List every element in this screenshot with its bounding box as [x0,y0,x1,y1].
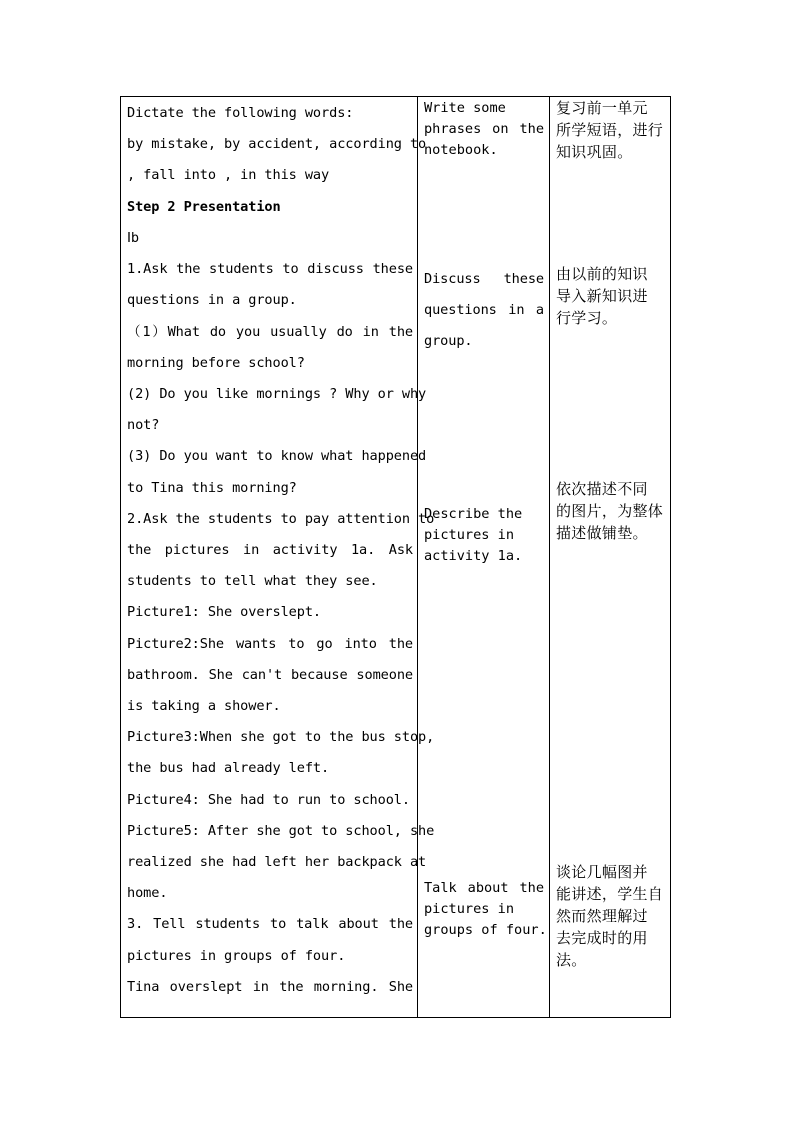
text-line: Picture2:She wants to go into the [127,636,413,652]
text-line: 法。 [556,951,587,969]
text-line: group. [424,333,473,349]
text-line: 谈论几幅图并 [556,863,648,881]
text-line: 1.Ask the students to discuss these [127,261,413,277]
text-line: Picture4: She had to run to school. [127,792,410,808]
text-line: questions in a [424,302,544,318]
text-line: notebook. [424,142,498,158]
text-line: 所学短语，进行 [556,121,664,139]
text-line: is taking a shower. [127,698,281,714]
column-divider [417,97,418,1017]
text-line: 然而然理解过 [556,907,648,925]
text-line: , fall into , in this way [127,167,330,183]
text-line: the bus had already left. [127,760,330,776]
text-line: 3. Tell students to talk about the [127,916,413,932]
text-line: questions in a group. [127,292,297,308]
text-line: bathroom. She can't because someone [127,667,413,683]
text-line: phrases on the [424,121,544,137]
text-line: Describe the [424,506,523,522]
text-line: Picture5: After she got to school, she [127,823,435,839]
text-line: home. [127,885,168,901]
text-line: 导入新知识进 [556,287,648,305]
text-line: to Tina this morning? [127,480,297,496]
text-line: (3) Do you want to know what happened [127,448,427,464]
text-line: 依次描述不同 [556,480,648,498]
text-line: 知识巩固。 [556,143,633,161]
text-line: students to tell what they see. [127,573,378,589]
text-line: 复习前一单元 [556,99,648,117]
text-line: Picture1: She overslept. [127,604,322,620]
text-line: Ⅰb [127,230,139,246]
text-line: not? [127,417,160,433]
text-line: Picture3:When she got to the bus stop, [127,729,435,745]
text-line: pictures in groups of four. [127,948,346,964]
text-line: pictures in [424,901,515,917]
text-line: （1）What do you usually do in the [127,324,413,340]
text-line: (2) Do you like mornings ? Why or why [127,386,427,402]
text-line: realized she had left her backpack at [127,854,427,870]
text-line: pictures in [424,527,515,543]
text-line: Talk about the [424,880,544,896]
text-line: Discuss these [424,271,544,287]
column-divider [549,97,550,1017]
text-line: activity 1a. [424,548,523,564]
lesson-plan-table [120,96,671,1018]
text-line: 行学习。 [556,309,618,327]
text-line: Dictate the following words: [127,105,354,121]
step-heading: Step 2 Presentation [127,199,281,215]
text-line: 能讲述，学生自 [556,885,664,903]
text-line: by mistake, by accident, according to [127,136,427,152]
text-line: Tina overslept in the morning. She [127,979,413,995]
text-line: the pictures in activity 1a. Ask [127,542,413,558]
text-line: morning before school? [127,355,305,371]
text-line: 由以前的知识 [556,265,648,283]
text-line: 去完成时的用 [556,929,648,947]
text-line: 描述做铺垫。 [556,524,648,542]
text-line: Write some [424,100,506,116]
text-line: 2.Ask the students to pay attention to [127,511,435,527]
text-line: 的图片，为整体 [556,502,664,520]
text-line: groups of four. [424,922,547,938]
